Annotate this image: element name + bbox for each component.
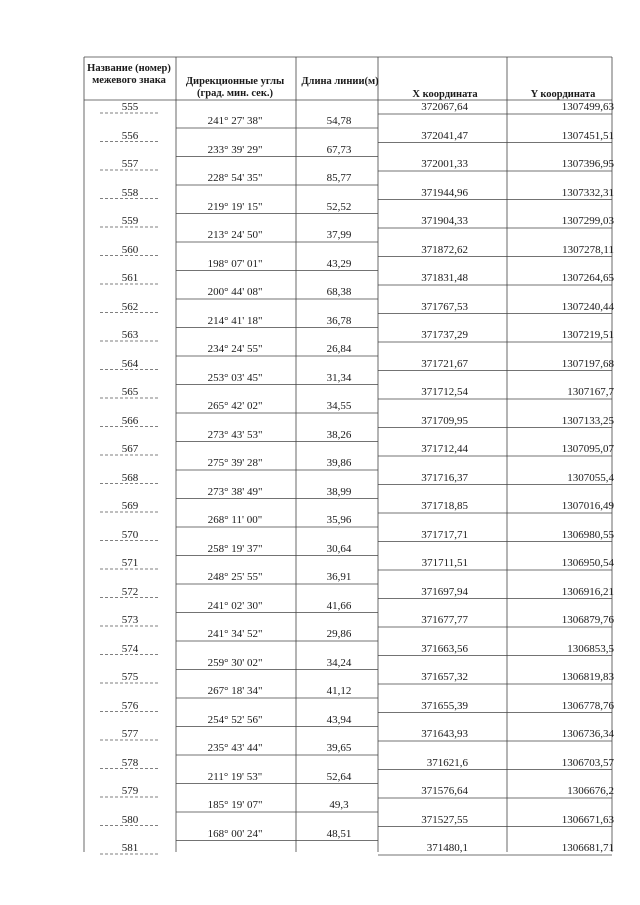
line-length: 37,99 bbox=[326, 229, 352, 241]
point-y-coordinate: 1306778,76 bbox=[561, 699, 614, 712]
point-x-coordinate: 371716,37 bbox=[421, 471, 468, 484]
point-name: 561 bbox=[121, 272, 139, 284]
line-length: 41,12 bbox=[326, 685, 352, 697]
point-name: 567 bbox=[121, 443, 139, 455]
point-x-coordinate: 371767,53 bbox=[421, 300, 468, 313]
point-name: 568 bbox=[121, 471, 139, 484]
point-y-coordinate: 1307278,11 bbox=[562, 243, 614, 256]
line-length: 29,86 bbox=[326, 628, 352, 640]
point-y-coordinate: 1306676,2 bbox=[567, 785, 614, 797]
direction-angle: 198° 07' 01" bbox=[207, 257, 263, 270]
point-name: 566 bbox=[121, 414, 139, 427]
point-y-coordinate: 1307219,51 bbox=[561, 329, 614, 341]
direction-angle: 233° 39' 29" bbox=[207, 143, 263, 156]
line-length: 35,96 bbox=[326, 514, 352, 526]
point-name: 558 bbox=[121, 186, 139, 199]
point-y-coordinate: 1307133,25 bbox=[561, 414, 614, 427]
line-length: 31,34 bbox=[326, 371, 352, 384]
point-x-coordinate: 371663,56 bbox=[421, 642, 468, 655]
point-name: 562 bbox=[121, 300, 139, 313]
direction-angle: 248° 25' 55" bbox=[207, 571, 263, 583]
header-y-coordinate: Y координата bbox=[530, 89, 596, 100]
line-length: 38,99 bbox=[326, 485, 352, 498]
point-y-coordinate: 1307016,49 bbox=[561, 500, 614, 512]
point-name: 570 bbox=[121, 528, 139, 541]
point-name: 579 bbox=[121, 785, 139, 797]
direction-angle: 268° 11' 00" bbox=[207, 514, 263, 526]
point-x-coordinate: 371677,77 bbox=[421, 614, 468, 626]
line-length: 36,91 bbox=[326, 571, 352, 583]
point-x-coordinate: 371718,85 bbox=[421, 500, 468, 512]
point-name: 557 bbox=[121, 158, 139, 170]
point-y-coordinate: 1307299,03 bbox=[561, 215, 614, 227]
line-length: 39,86 bbox=[326, 457, 352, 469]
point-name: 578 bbox=[121, 756, 139, 769]
point-x-coordinate: 371643,93 bbox=[421, 728, 468, 740]
line-length: 68,38 bbox=[326, 286, 352, 298]
point-x-coordinate: 371697,94 bbox=[421, 585, 468, 598]
point-x-coordinate: 371904,33 bbox=[421, 215, 468, 227]
line-length: 52,64 bbox=[326, 770, 352, 783]
point-x-coordinate: 371709,95 bbox=[421, 414, 468, 427]
point-x-coordinate: 372001,33 bbox=[421, 158, 468, 170]
point-x-coordinate: 371712,44 bbox=[421, 443, 468, 455]
point-x-coordinate: 371657,32 bbox=[421, 671, 468, 683]
line-length: 52,52 bbox=[326, 200, 352, 213]
direction-angle: 219° 19' 15" bbox=[207, 200, 263, 213]
direction-angle: 235° 43' 44" bbox=[207, 742, 263, 754]
line-length: 34,24 bbox=[326, 656, 352, 669]
direction-angle: 214° 41' 18" bbox=[207, 314, 263, 327]
point-name: 565 bbox=[121, 386, 139, 398]
point-y-coordinate: 1307197,68 bbox=[561, 357, 614, 370]
direction-angle: 200° 44' 08" bbox=[207, 286, 263, 298]
direction-angle: 254° 52' 56" bbox=[207, 713, 263, 726]
point-x-coordinate: 371480,1 bbox=[426, 842, 468, 854]
point-name: 559 bbox=[121, 215, 139, 227]
point-y-coordinate: 1307264,65 bbox=[561, 272, 614, 284]
point-name: 577 bbox=[121, 728, 139, 740]
point-name: 576 bbox=[121, 699, 139, 712]
direction-angle: 228° 54' 35" bbox=[207, 172, 263, 184]
point-name: 569 bbox=[121, 500, 139, 512]
direction-angle: 265° 42' 02" bbox=[207, 400, 263, 412]
point-y-coordinate: 1307055,4 bbox=[567, 471, 614, 484]
point-x-coordinate: 371621,6 bbox=[426, 756, 468, 769]
point-y-coordinate: 1306853,5 bbox=[567, 642, 614, 655]
direction-angle: 168° 00' 24" bbox=[207, 827, 263, 840]
line-length: 41,66 bbox=[326, 599, 352, 612]
point-name: 556 bbox=[121, 129, 139, 142]
point-x-coordinate: 371655,39 bbox=[421, 699, 468, 712]
line-length: 43,29 bbox=[326, 257, 352, 270]
direction-angle: 258° 19' 37" bbox=[207, 542, 263, 555]
header-name: Название (номер) межевого знака bbox=[87, 63, 171, 86]
point-name: 571 bbox=[121, 557, 139, 569]
line-length: 34,55 bbox=[326, 400, 352, 412]
point-x-coordinate: 371831,48 bbox=[421, 272, 468, 284]
point-x-coordinate: 371737,29 bbox=[421, 329, 468, 341]
direction-angle: 185° 19' 07" bbox=[207, 799, 263, 811]
point-y-coordinate: 1307451,51 bbox=[561, 129, 614, 142]
line-length: 26,84 bbox=[326, 343, 352, 355]
point-y-coordinate: 1306703,57 bbox=[561, 756, 614, 769]
point-x-coordinate: 371944,96 bbox=[421, 186, 468, 199]
direction-angle: 213° 24' 50" bbox=[207, 229, 263, 241]
point-y-coordinate: 1307332,31 bbox=[561, 186, 614, 199]
point-name: 560 bbox=[121, 243, 139, 256]
direction-angle: 267° 18' 34" bbox=[207, 685, 263, 697]
point-x-coordinate: 371527,55 bbox=[421, 813, 468, 826]
point-y-coordinate: 1307095,07 bbox=[561, 443, 614, 455]
direction-angle: 241° 27' 38" bbox=[207, 115, 263, 127]
line-length: 67,73 bbox=[326, 143, 352, 156]
direction-angle: 241° 02' 30" bbox=[207, 599, 263, 612]
point-name: 555 bbox=[121, 101, 139, 113]
header-direction: Дирекционные углы (град. мин. сек.) bbox=[185, 76, 285, 99]
header-length: Длина линии(м) bbox=[301, 76, 379, 87]
direction-angle: 241° 34' 52" bbox=[207, 628, 263, 640]
line-length: 36,78 bbox=[326, 314, 352, 327]
point-y-coordinate: 1307499,63 bbox=[561, 101, 614, 113]
line-length: 38,26 bbox=[326, 428, 352, 441]
direction-angle: 234° 24' 55" bbox=[207, 343, 263, 355]
point-x-coordinate: 371872,62 bbox=[421, 243, 468, 256]
point-x-coordinate: 372041,47 bbox=[421, 129, 468, 142]
line-length: 54,78 bbox=[326, 115, 352, 127]
point-y-coordinate: 1307396,95 bbox=[561, 158, 614, 170]
point-y-coordinate: 1307240,44 bbox=[561, 300, 614, 313]
point-name: 580 bbox=[121, 813, 139, 826]
point-name: 575 bbox=[121, 671, 139, 683]
direction-angle: 253° 03' 45" bbox=[207, 371, 263, 384]
line-length: 49,3 bbox=[329, 799, 349, 811]
direction-angle: 275° 39' 28" bbox=[207, 457, 263, 469]
point-name: 581 bbox=[121, 842, 139, 854]
header-x-coordinate: X координата bbox=[412, 89, 478, 100]
line-length: 43,94 bbox=[326, 713, 352, 726]
direction-angle: 259° 30' 02" bbox=[207, 656, 263, 669]
line-length: 30,64 bbox=[326, 542, 352, 555]
point-name: 574 bbox=[121, 642, 139, 655]
point-x-coordinate: 371711,51 bbox=[421, 557, 468, 569]
point-y-coordinate: 1306671,63 bbox=[561, 813, 614, 826]
point-name: 563 bbox=[121, 329, 139, 341]
direction-angle: 211° 19' 53" bbox=[207, 770, 263, 783]
direction-angle: 273° 43' 53" bbox=[207, 428, 263, 441]
point-y-coordinate: 1306916,21 bbox=[561, 585, 614, 598]
line-length: 85,77 bbox=[326, 172, 352, 184]
point-y-coordinate: 1306819,83 bbox=[561, 671, 614, 683]
point-x-coordinate: 371721,67 bbox=[421, 357, 468, 370]
point-x-coordinate: 371712,54 bbox=[421, 386, 468, 398]
point-y-coordinate: 1307167,7 bbox=[567, 386, 614, 398]
point-name: 572 bbox=[121, 585, 139, 598]
point-x-coordinate: 371717,71 bbox=[421, 528, 468, 541]
point-y-coordinate: 1306736,34 bbox=[561, 728, 614, 740]
point-y-coordinate: 1306950,54 bbox=[561, 557, 614, 569]
point-name: 573 bbox=[121, 614, 139, 626]
point-x-coordinate: 372067,64 bbox=[421, 101, 468, 113]
point-y-coordinate: 1306980,55 bbox=[561, 528, 614, 541]
direction-angle: 273° 38' 49" bbox=[207, 485, 263, 498]
line-length: 39,65 bbox=[326, 742, 352, 754]
point-y-coordinate: 1306879,76 bbox=[561, 614, 614, 626]
point-name: 564 bbox=[121, 357, 139, 370]
point-y-coordinate: 1306681,71 bbox=[561, 842, 614, 854]
point-x-coordinate: 371576,64 bbox=[421, 785, 468, 797]
line-length: 48,51 bbox=[326, 827, 352, 840]
